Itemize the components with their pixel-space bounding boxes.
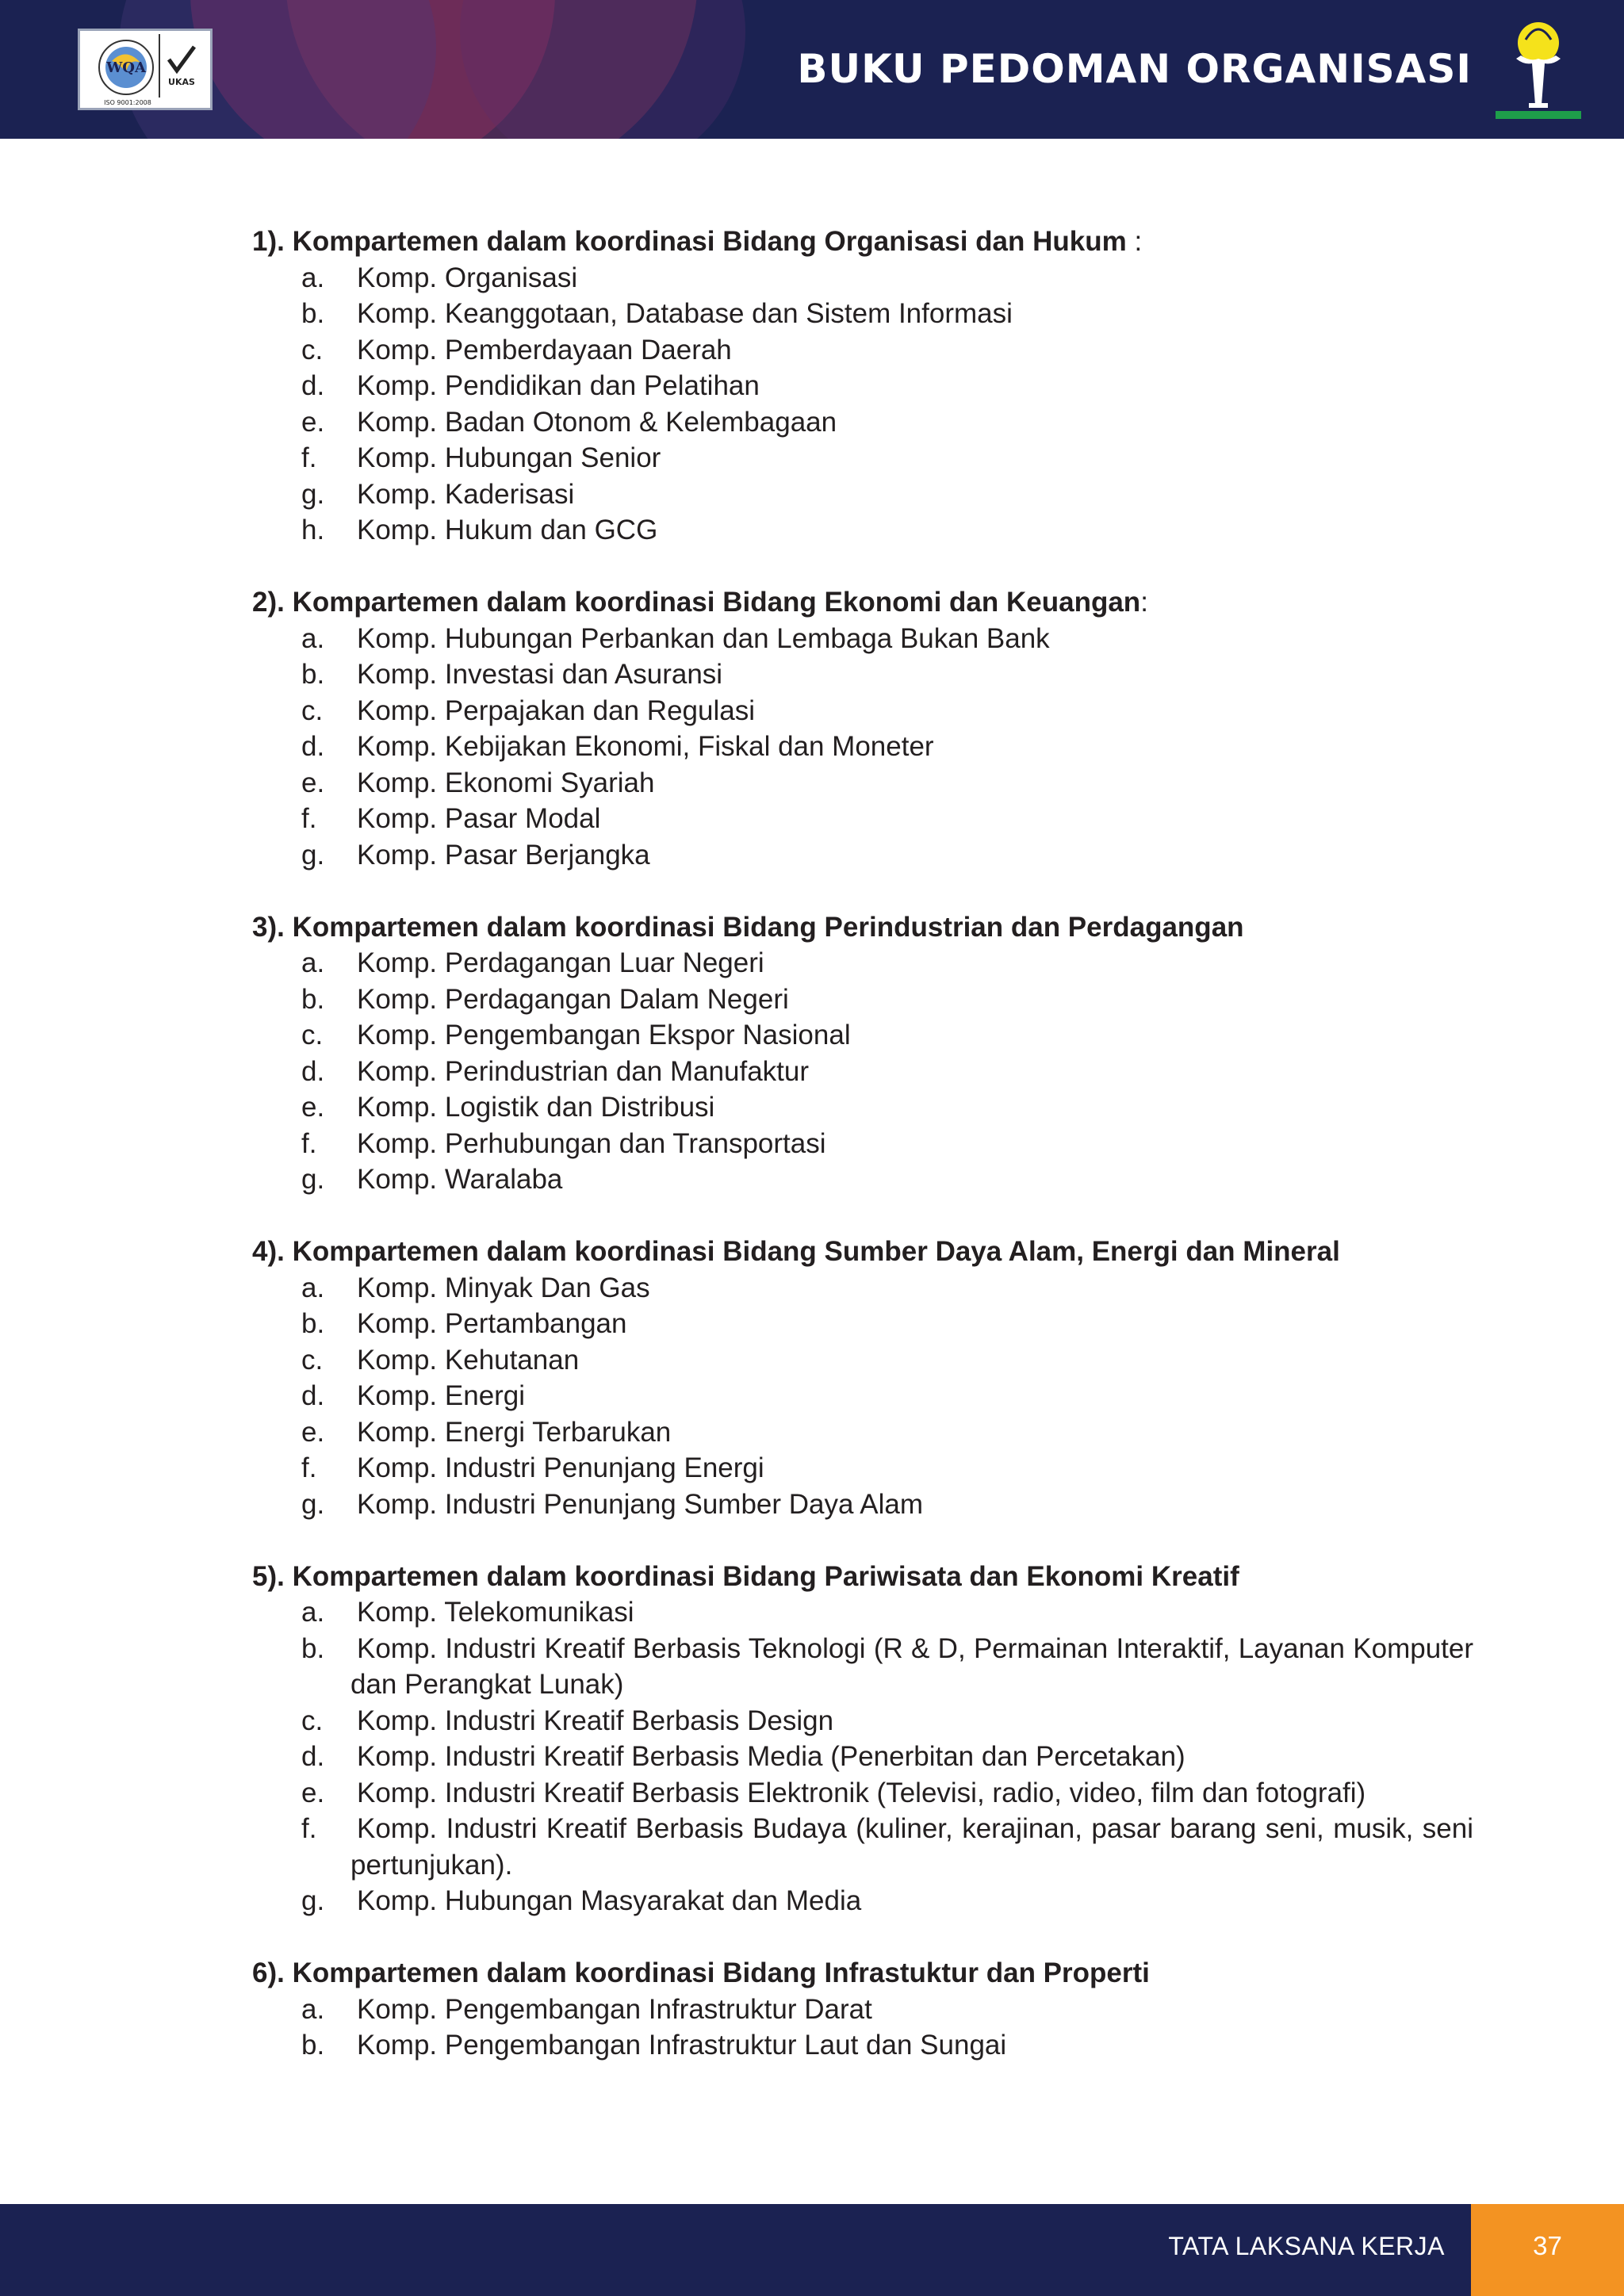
list-item-letter: d. [301, 370, 325, 401]
list-item-text: Komp. Industri Kreatif Berbasis Design [357, 1705, 834, 1736]
svg-text:ISO 9001:2008: ISO 9001:2008 [104, 99, 151, 106]
list-item-text: Komp. Organisasi [357, 262, 578, 293]
list-item-letter: b. [301, 2030, 325, 2061]
section-title [252, 224, 1473, 260]
list-item-letter: a. [301, 1993, 325, 2025]
list-item [252, 332, 1473, 369]
compartment-section [252, 224, 1473, 549]
list-item-letter: b. [301, 1308, 325, 1339]
list-item-letter: e. [301, 1777, 325, 1808]
list-item-text: Komp. Pasar Berjangka [357, 839, 650, 871]
list-item [252, 621, 1473, 657]
list-item [252, 1378, 1473, 1414]
section-title-text: 4). Kompartemen dalam koordinasi Bidang Sumber Daya Alam, Energi dan Mineral [252, 1236, 1340, 1267]
section-title [252, 1955, 1473, 1992]
list-item-letter: g. [301, 1885, 325, 1916]
list-item-text: Komp. Hubungan Senior [357, 442, 661, 473]
section-title-suffix: : [1140, 587, 1148, 618]
list-item-letter: c. [301, 1344, 324, 1376]
list-item-text: Komp. Pertambangan [357, 1308, 627, 1339]
section-title-text: 3). Kompartemen dalam koordinasi Bidang Perindustrian dan Perdagangan [252, 911, 1244, 943]
list-item-text: Komp. Pengembangan Infrastruktur Laut dan Sungai [357, 2030, 1007, 2061]
section-title-text: 2). Kompartemen dalam koordinasi Bidang Ekonomi dan Keuangan [252, 587, 1141, 618]
page-number-box [1471, 2204, 1624, 2296]
list-item-letter: e. [301, 1092, 325, 1123]
list-item-letter: b. [301, 659, 325, 690]
list-item-text: Komp. Hukum dan GCG [357, 515, 658, 545]
list-item-letter: e. [301, 1416, 325, 1448]
list-item [252, 476, 1473, 513]
section-title-text: 1). Kompartemen dalam koordinasi Bidang Organisasi dan Hukum [252, 226, 1127, 257]
organization-logo-icon [1492, 16, 1584, 122]
section-title-text: 5). Kompartemen dalam koordinasi Bidang Pariwisata dan Ekonomi Kreatif [252, 1560, 1239, 1592]
list-item-letter: h. [301, 515, 325, 545]
list-item-text: Komp. Energi Terbarukan [357, 1416, 672, 1448]
list-item [252, 1161, 1473, 1198]
compartment-section [252, 1559, 1473, 1919]
list-item-text: Komp. Pendidikan dan Pelatihan [357, 370, 760, 401]
list-item-text: Komp. Industri Kreatif Berbasis Media (Penerbitan dan Percetakan) [357, 1741, 1185, 1772]
section-title [252, 1559, 1473, 1595]
list-item-text: Komp. Industri Kreatif Berbasis Teknologi (R & D, Permainan Interaktif, Layanan Komputer dan Perangkat Lunak) [350, 1632, 1473, 1700]
list-item [252, 693, 1473, 729]
list-item-letter: g. [301, 1164, 325, 1195]
list-item-text: Komp. Industri Penunjang Energi [357, 1452, 764, 1483]
list-item-letter: f. [301, 442, 317, 473]
list-item [252, 1089, 1473, 1126]
list-item [252, 440, 1473, 476]
list-item-text: Komp. Logistik dan Distribusi [357, 1092, 715, 1123]
list-item-letter: c. [301, 695, 324, 726]
section-title [252, 1234, 1473, 1270]
list-item [252, 1126, 1473, 1162]
list-item-text: Komp. Perdagangan Dalam Negeri [357, 983, 789, 1015]
list-item-letter: c. [301, 334, 324, 365]
list-item-text: Komp. Energi [357, 1380, 526, 1411]
list-item-letter: a. [301, 262, 325, 293]
list-item-text: Komp. Kaderisasi [357, 478, 575, 510]
list-item-text: Komp. Pengembangan Infrastruktur Darat [357, 1993, 872, 2025]
list-item-letter: d. [301, 1055, 325, 1087]
page-footer [0, 2204, 1624, 2296]
wqa-certification-logo [78, 29, 213, 110]
list-item [252, 1342, 1473, 1379]
list-item [252, 1594, 1473, 1631]
page-number: 37 [1533, 2231, 1562, 2260]
list-item [252, 512, 1473, 549]
list-item-letter: a. [301, 622, 325, 654]
svg-text:UKAS: UKAS [168, 77, 195, 87]
list-item [252, 1883, 1473, 1919]
list-item [252, 982, 1473, 1018]
list-item [252, 1054, 1473, 1090]
list-item-text: Komp. Ekonomi Syariah [357, 767, 655, 798]
list-item-text: Komp. Perpajakan dan Regulasi [357, 695, 755, 726]
list-item-letter: d. [301, 1741, 325, 1772]
list-item-text: Komp. Hubungan Perbankan dan Lembaga Bukan Bank [357, 622, 1050, 654]
list-item-letter: a. [301, 1272, 325, 1303]
list-item-text: Komp. Kebijakan Ekonomi, Fiskal dan Moneter [357, 731, 934, 762]
list-item-text: Komp. Pasar Modal [357, 803, 601, 834]
list-item [252, 1631, 1473, 1703]
list-item-text: Komp. Pengembangan Ekspor Nasional [357, 1020, 851, 1050]
list-item-text: Komp. Industri Penunjang Sumber Daya Alam [357, 1488, 923, 1520]
list-item-letter: b. [301, 983, 325, 1015]
list-item-text: Komp. Investasi dan Asuransi [357, 659, 723, 690]
list-item-text: Komp. Telekomunikasi [357, 1597, 634, 1628]
list-item-text: Komp. Hubungan Masyarakat dan Media [357, 1885, 862, 1916]
list-item [252, 656, 1473, 693]
list-item [252, 1450, 1473, 1487]
section-title [252, 584, 1473, 621]
list-item-text: Komp. Pemberdayaan Daerah [357, 334, 732, 365]
list-item [252, 1703, 1473, 1739]
list-item-letter: b. [301, 1632, 325, 1664]
list-item-letter: a. [301, 1597, 325, 1628]
list-item-text: Komp. Keanggotaan, Database dan Sistem Informasi [357, 298, 1013, 329]
list-item [252, 1739, 1473, 1775]
list-item-letter: e. [301, 406, 325, 438]
compartment-section [252, 584, 1473, 873]
list-item-text: Komp. Perdagangan Luar Negeri [357, 947, 764, 978]
list-item-text: Komp. Perhubungan dan Transportasi [357, 1127, 826, 1159]
list-item-text: Komp. Industri Kreatif Berbasis Budaya (kuliner, kerajinan, pasar barang seni, musik, seni pertunjukan). [350, 1813, 1473, 1881]
compartment-list [252, 224, 1473, 2099]
chapter-label: TATA LAKSANA KERJA [1168, 2232, 1445, 2260]
list-item-text: Komp. Perindustrian dan Manufaktur [357, 1055, 810, 1087]
list-item-letter: g. [301, 839, 325, 871]
section-title-suffix: : [1126, 226, 1143, 257]
list-item [252, 1270, 1473, 1307]
list-item [252, 1775, 1473, 1812]
list-item [252, 1811, 1473, 1883]
list-item [252, 296, 1473, 332]
page-header [0, 0, 1624, 139]
list-item [252, 765, 1473, 802]
list-item-letter: f. [301, 803, 317, 834]
list-item-letter: f. [301, 1813, 317, 1844]
list-item [252, 1992, 1473, 2028]
list-item-letter: c. [301, 1705, 324, 1736]
document-title: BUKU PEDOMAN ORGANISASI [797, 46, 1472, 92]
section-title-text: 6). Kompartemen dalam koordinasi Bidang Infrastuktur dan Properti [252, 1957, 1150, 1988]
list-item-letter: c. [301, 1020, 324, 1050]
list-item [252, 2027, 1473, 2064]
list-item-letter: g. [301, 1488, 325, 1520]
section-title [252, 909, 1473, 946]
list-item-letter: f. [301, 1452, 317, 1483]
list-item-letter: b. [301, 298, 325, 329]
list-item [252, 404, 1473, 441]
list-item [252, 1306, 1473, 1342]
list-item-text: Komp. Minyak Dan Gas [357, 1272, 650, 1303]
compartment-section [252, 909, 1473, 1198]
compartment-section [252, 1234, 1473, 1522]
list-item-letter: e. [301, 767, 325, 798]
list-item [252, 729, 1473, 765]
list-item [252, 1414, 1473, 1451]
list-item [252, 1487, 1473, 1523]
list-item [252, 801, 1473, 837]
list-item-letter: g. [301, 478, 325, 510]
list-item [252, 260, 1473, 297]
list-item [252, 1017, 1473, 1054]
list-item-text: Komp. Kehutanan [357, 1344, 580, 1376]
list-item-text: Komp. Industri Kreatif Berbasis Elektronik (Televisi, radio, video, film dan fotografi) [357, 1777, 1366, 1808]
list-item-letter: d. [301, 731, 325, 762]
list-item-letter: f. [301, 1127, 317, 1159]
list-item-letter: d. [301, 1380, 325, 1411]
list-item [252, 837, 1473, 874]
list-item-text: Komp. Waralaba [357, 1164, 563, 1195]
list-item [252, 368, 1473, 404]
list-item-letter: a. [301, 947, 325, 978]
list-item [252, 945, 1473, 982]
compartment-section [252, 1955, 1473, 2064]
svg-text:WQA: WQA [106, 59, 146, 76]
list-item-text: Komp. Badan Otonom & Kelembagaan [357, 406, 837, 438]
